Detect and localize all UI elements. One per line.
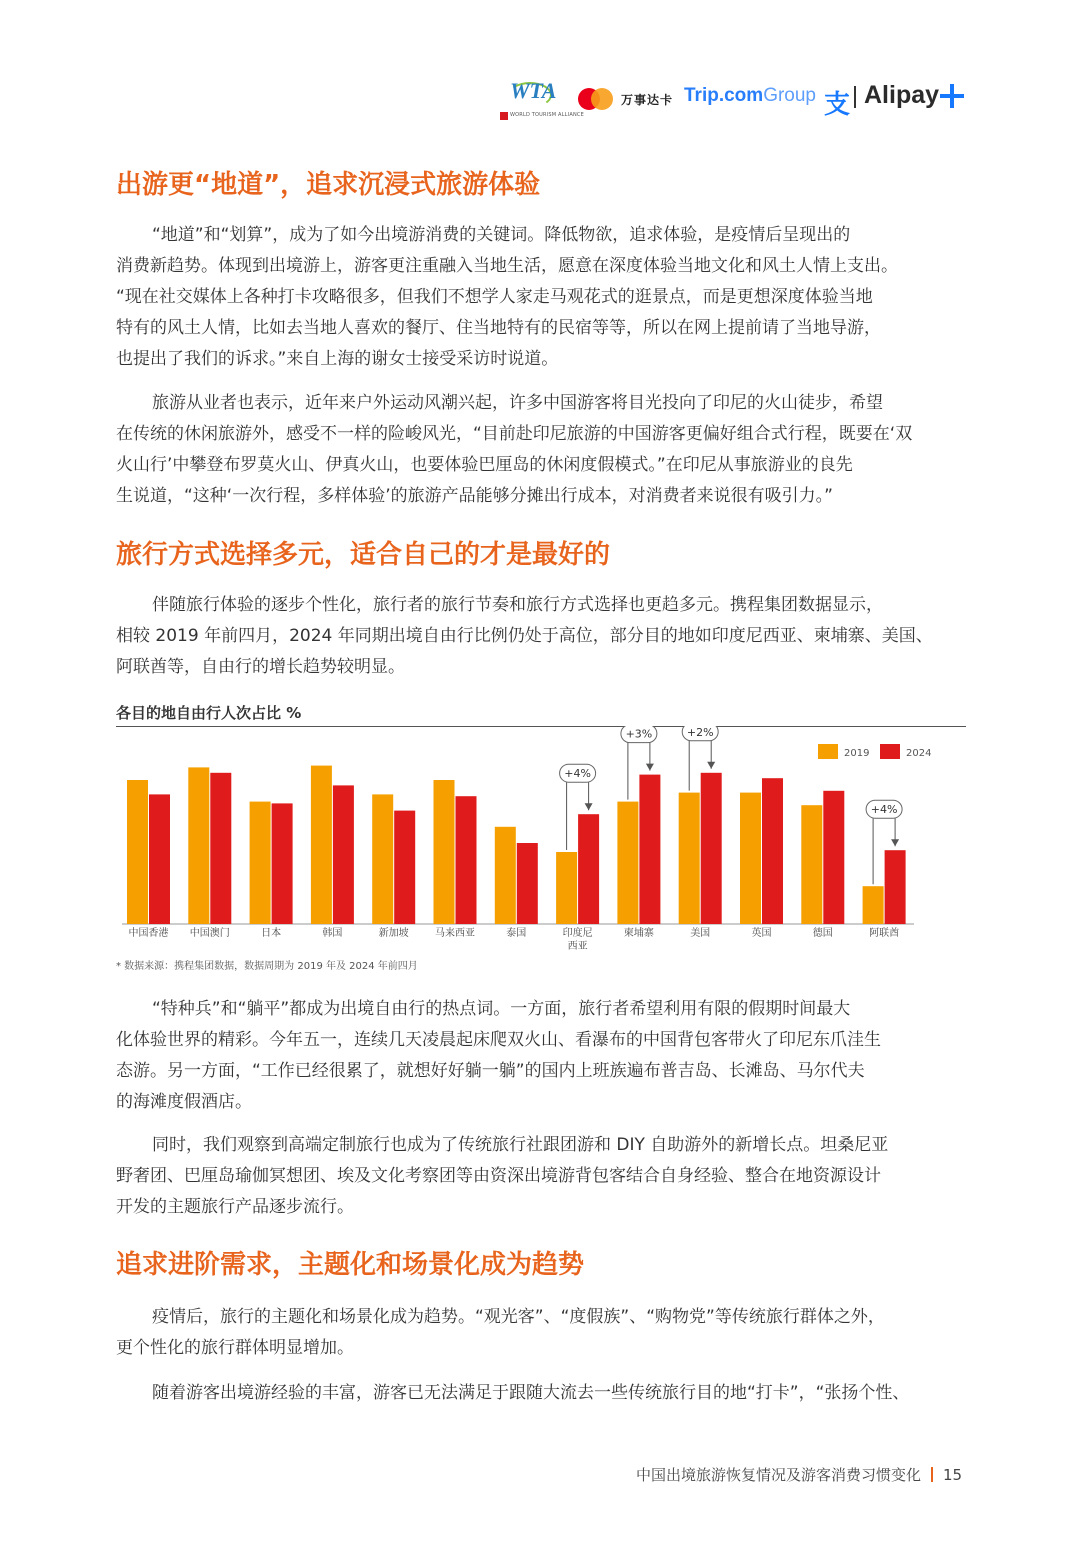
annotation-arrow-icon [707, 762, 715, 769]
alipay-divider [854, 86, 856, 108]
category-label: 韩国 [322, 928, 343, 939]
bar-2024 [639, 775, 660, 924]
category-label: 阿联酋 [869, 928, 900, 939]
wta-text: WORLD TOURISM ALLIANCE [510, 112, 584, 118]
bar-2024 [517, 843, 538, 924]
chart-source-note: * 数据来源：携程集团数据，数据周期为 2019 年及 2024 年前四月 [116, 961, 418, 972]
text-line: 伴随旅行体验的逐步个性化，旅行者的旅行节奏和旅行方式选择也更趋多元。携程集团数据显示， [152, 595, 883, 615]
legend-label: 2024 [906, 748, 932, 759]
text-line: “特种兵”和“躺平”都成为出境自由行的热点词。一方面，旅行者希望利用有限的假期时间最大 [152, 999, 851, 1019]
text-line: 旅游从业者也表示，近年来户外运动风潮兴起，许多中国游客将目光投向了印尼的火山徒步，希望 [152, 393, 883, 413]
bar-2019 [311, 766, 332, 924]
text-line: 态游。另一方面，“工作已经很累了，就想好好躺一躺”的国内上班族遍布普吉岛、长滩岛、马尔代夫 [116, 1061, 865, 1081]
page-number: 15 [943, 1466, 963, 1484]
text-line: 更个性化的旅行群体明显增加。 [116, 1338, 354, 1358]
annotation-label: +4% [870, 803, 898, 817]
category-label: 马来西亚 [435, 928, 475, 939]
text-line: 特有的风土人情，比如去当地人喜欢的餐厅、住当地特有的民宿等等，所以在网上提前请了当地导游， [116, 318, 881, 338]
bar-2024 [272, 803, 293, 924]
text-line: 随着游客出境游经验的丰富，游客已无法满足于跟随大流去一些传统旅行目的地“打卡”，“张扬个性、 [152, 1383, 910, 1403]
text-line: 生说道，“这种‘一次行程，多样体验’的旅游产品能够分摊出行成本，对消费者来说很有吸引力。” [116, 486, 833, 506]
paragraph-1 [116, 220, 966, 375]
text-line: 火山行’中攀登布罗莫火山、伊真火山，也要体验巴厘岛的休闲度假模式。”在印尼从事旅游业的良先 [116, 455, 853, 475]
wta-flag-icon [500, 112, 508, 120]
mastercard-logo-icon [578, 88, 614, 110]
category-label: 柬埔寨 [623, 928, 654, 939]
annotation-label: +4% [564, 767, 591, 781]
bar-2019 [495, 827, 516, 924]
bar-2024 [210, 773, 231, 924]
category-label: 印度尼 [562, 928, 593, 939]
chart-title: 各目的地自由行人次占比 % [116, 704, 302, 722]
trip-group: Group [763, 85, 816, 106]
page-footer [636, 1464, 962, 1485]
alipay-name: Alipay [864, 81, 940, 109]
text-line: 消费新趋势。体现到出境游上，游客更注重融入当地生活，愿意在深度体验当地文化和风土人情上支出。 [116, 256, 898, 276]
category-label: 中国澳门 [189, 928, 230, 939]
bar-2024 [394, 811, 415, 924]
category-label: 中国香港 [128, 928, 169, 939]
tripcom-logo [684, 85, 816, 107]
bar-2024 [885, 850, 906, 924]
mastercard-name: 万事达卡 [621, 93, 674, 107]
text-line: 的海滩度假酒店。 [116, 1092, 252, 1112]
text-line: 阿联酋等，自由行的增长趋势较明显。 [116, 657, 405, 677]
text-line: 开发的主题旅行产品逐步流行。 [116, 1197, 354, 1217]
bar-2019 [434, 780, 455, 924]
bar-2019 [863, 886, 884, 924]
annotation-label: +2% [686, 726, 714, 739]
bar-2019 [372, 794, 393, 924]
text-line: 也提出了我们的诉求。”来自上海的谢女士接受采访时说道。 [116, 349, 559, 369]
wta-mark: WTA [510, 78, 557, 103]
category-label: 英国 [751, 928, 772, 939]
category-label: 泰国 [506, 928, 527, 939]
bar-2019 [556, 852, 577, 924]
alipay-plus-icon [940, 84, 964, 108]
paragraph-2 [116, 388, 966, 512]
bar-2019 [801, 805, 822, 924]
bar-2019 [617, 802, 638, 924]
bar-2024 [701, 773, 722, 924]
legend-label: 2019 [844, 748, 870, 759]
bar-2024 [149, 794, 170, 924]
bar-2019 [679, 793, 700, 924]
category-label: 德国 [812, 928, 833, 939]
bar-2024 [333, 785, 354, 924]
text-line: “地道”和“划算”，成为了如今出境游消费的关键词。降低物欲，追求体验，是疫情后呈现出的 [152, 225, 851, 245]
paragraph-3 [116, 590, 966, 683]
paragraph-5 [116, 1130, 966, 1223]
text-line: 野奢团、巴厘岛瑜伽冥想团、埃及文化考察团等由资深出境游背包客结合自身经验、整合在地资源设计 [116, 1166, 881, 1186]
alipay-icon: 支 [824, 90, 851, 120]
bar-2024 [456, 796, 477, 924]
paragraph-4 [116, 994, 966, 1118]
footer-divider [931, 1467, 933, 1482]
report-title: 中国出境旅游恢复情况及游客消费习惯变化 [636, 1466, 922, 1484]
bar-chart [116, 726, 966, 956]
bar-2019 [188, 767, 209, 924]
chart-svg [116, 726, 966, 956]
annotation-arrow-icon [646, 764, 654, 771]
bar-2024 [578, 814, 599, 924]
section-heading-2: 旅行方式选择多元，适合自己的才是最好的 [116, 540, 611, 570]
text-line: 化体验世界的精彩。今年五一，连续几天凌晨起床爬双火山、看瀑布的中国背包客带火了印尼东爪洼生 [116, 1030, 881, 1050]
wta-logo [500, 78, 584, 122]
bar-2024 [762, 778, 783, 924]
trip-brand: Trip.com [684, 85, 764, 106]
category-label: 日本 [261, 928, 282, 939]
category-label: 美国 [690, 928, 711, 939]
text-line: 疫情后，旅行的主题化和场景化成为趋势。“观光客”、“度假族”、“购物党”等传统旅行群体之外， [152, 1307, 885, 1327]
section-heading-1: 出游更“地道”，追求沉浸式旅游体验 [116, 170, 541, 200]
annotation-arrow-icon [585, 803, 593, 810]
bar-2019 [740, 793, 761, 924]
annotation-arrow-icon [891, 839, 899, 846]
text-line: 同时，我们观察到高端定制旅行也成为了传统旅行社跟团游和 DIY 自助游外的新增长点。坦桑尼亚 [152, 1135, 889, 1155]
section-heading-3: 追求进阶需求，主题化和场景化成为趋势 [116, 1250, 585, 1280]
paragraph-6 [116, 1302, 966, 1364]
paragraph-7 [116, 1378, 966, 1409]
text-line: 相较 2019 年前四月，2024 年同期出境自由行比例仍处于高位，部分目的地如印度尼西亚、柬埔寨、美国、 [116, 626, 933, 646]
category-label: 新加坡 [378, 928, 409, 939]
annotation-label: +3% [625, 727, 653, 741]
bar-2019 [250, 802, 271, 924]
legend-swatch-2024 [880, 744, 900, 759]
bar-2024 [823, 791, 844, 924]
text-line: 在传统的休闲旅游外，感受不一样的险峻风光，“目前赴印尼旅游的中国游客更偏好组合式行程，既要在‘双 [116, 424, 913, 444]
text-line: “现在社交媒体上各种打卡攻略很多，但我们不想学人家走马观花式的逛景点，而是更想深度体验当地 [116, 287, 873, 307]
bar-2019 [127, 780, 148, 924]
category-label: 西亚 [567, 941, 588, 952]
legend-swatch-2019 [818, 744, 838, 759]
